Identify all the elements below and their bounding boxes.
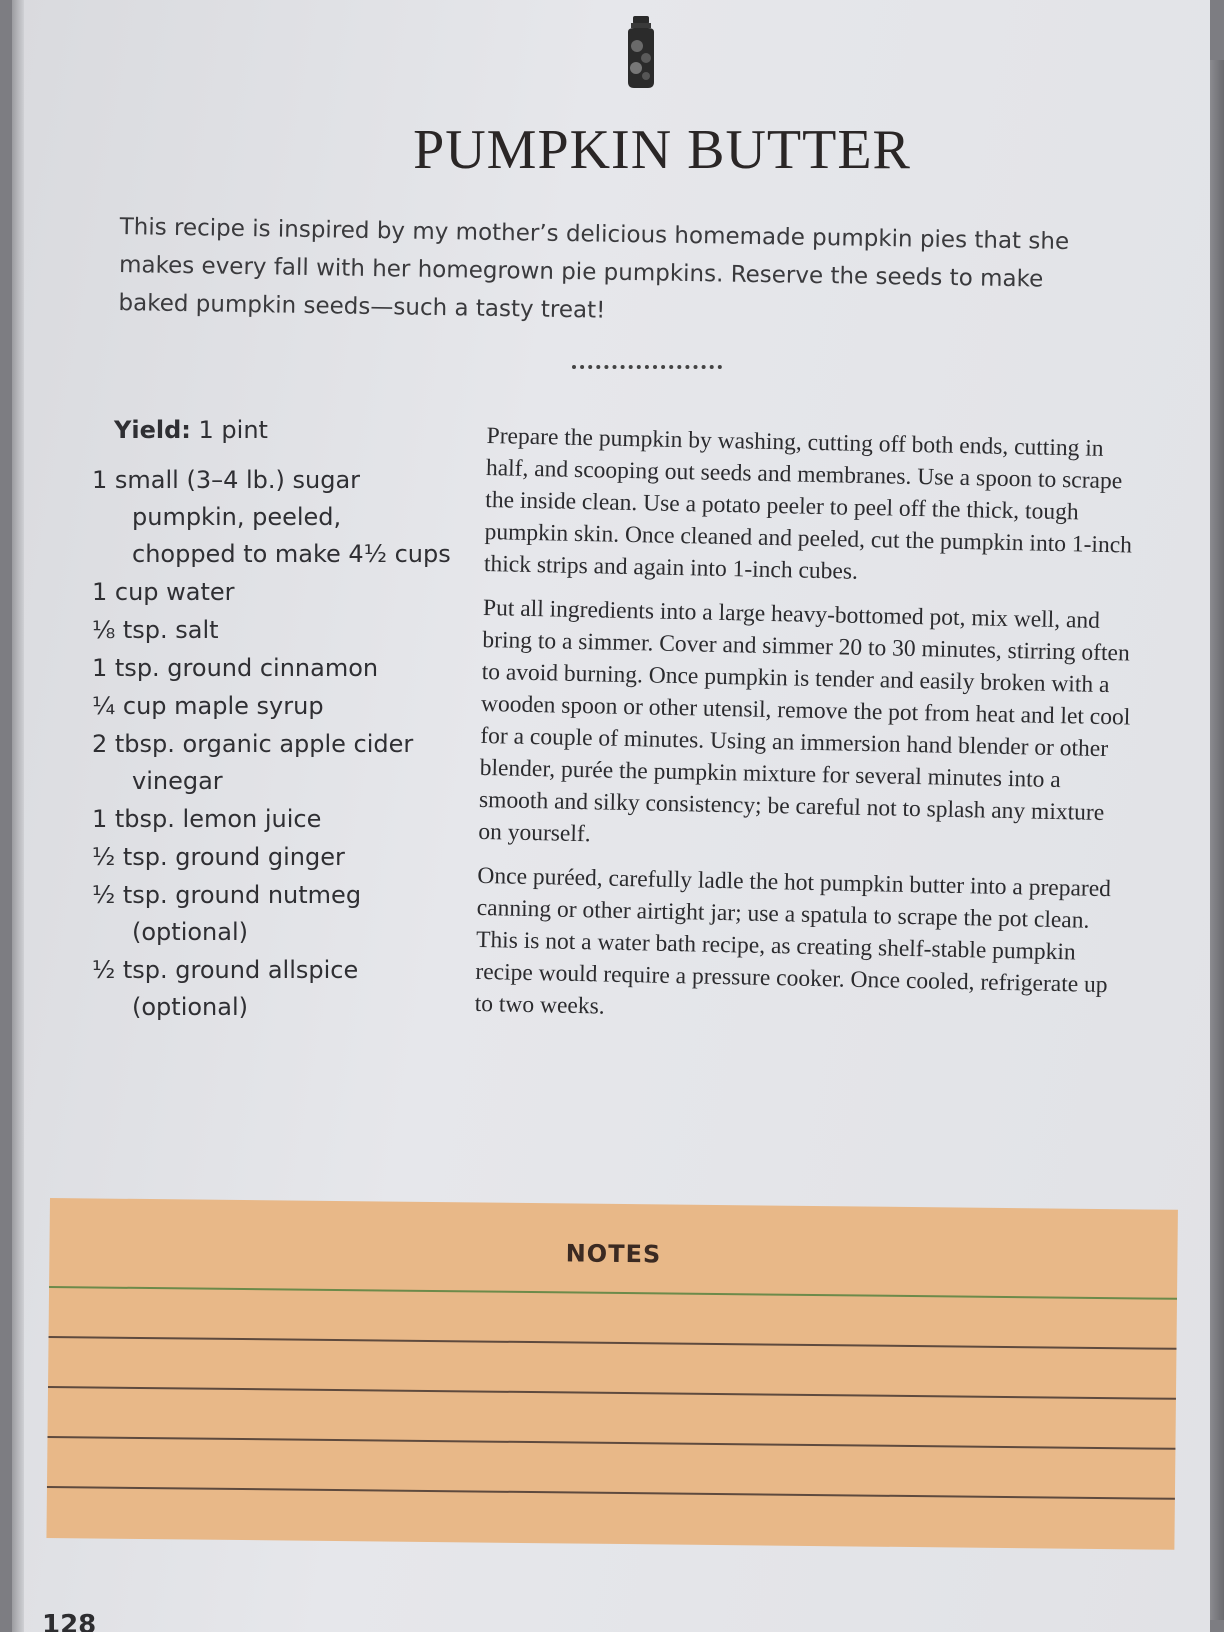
- ingredient-item: ½ tsp. ground allspice (optional): [92, 956, 359, 1021]
- notes-box: [46, 1198, 1177, 1550]
- ingredient-item: 1 tsp. ground cinnamon: [92, 654, 379, 682]
- ingredient-list: [92, 462, 452, 1026]
- ingredient-item: 2 tbsp. organic apple cider vinegar: [92, 730, 414, 795]
- direction-paragraph: Once puréed, carefully ladle the hot pumpkin butter into a prepared canning or other airtight jar; use a spatula to scrape the pot clean. This is not a water bath recipe, as creating shelf-stable pumpkin recipe would require a pressure cooker. Once cooled, refrigerate up to two weeks.: [474, 862, 1112, 1020]
- direction-paragraph: Put all ingredients into a large heavy-bottomed pot, mix well, and bring to a simmer. Cover and simmer 20 to 30 minutes, stirring often to avoid burning. Once pumpkin is tender and easily broken with a wooden spoon or other utensil, remove the pot from heat and let cool for a couple of minutes. Using an immersion hand blender or other blender, purée the pumpkin mixture for several minutes into a smooth and silky consistency; be careful not to splash any mixture on yourself.: [478, 594, 1131, 848]
- yield: [114, 416, 452, 444]
- jar-icon: [622, 14, 660, 90]
- ingredient-item: 1 tbsp. lemon juice: [92, 805, 322, 833]
- ingredients-column: [92, 416, 452, 1027]
- notes-line: [48, 1386, 1176, 1400]
- ingredient-item: ½ tsp. ground nutmeg (optional): [92, 881, 362, 946]
- page-edge: [12, 0, 24, 1632]
- ingredient-item: ¼ cup maple syrup: [92, 692, 324, 720]
- notes-line: [47, 1486, 1175, 1500]
- ingredient-item: 1 cup water: [92, 578, 235, 606]
- ingredient-item: ½ tsp. ground ginger: [92, 843, 345, 871]
- book-page: [12, 0, 1210, 1632]
- notes-line: [49, 1336, 1177, 1350]
- recipe-title: PUMPKIN BUTTER: [413, 119, 911, 181]
- yield-value: 1 pint: [198, 416, 268, 444]
- notes-line: [47, 1436, 1175, 1450]
- direction-paragraph: Prepare the pumpkin by washing, cutting off both ends, cutting in half, and scooping out seeds and membranes. Use a spoon to scrape the inside clean. Use a potato peeler to peel off the thick, tough pumpkin skin. Once cleaned and peeled, cut the pumpkin into 1-inch thick strips and again into 1-inch cubes.: [483, 422, 1133, 585]
- ingredient-item: ⅛ tsp. salt: [92, 616, 219, 644]
- notes-line: [49, 1286, 1177, 1300]
- ingredient-item: 1 small (3–4 lb.) sugar pumpkin, peeled, chopped to make 4½ cups: [92, 466, 451, 568]
- book-cover-edge: [1210, 60, 1224, 1620]
- yield-label: Yield:: [114, 416, 191, 444]
- recipe-intro: This recipe is inspired by my mother’s delicious homemade pumpkin pies that she makes every fall with her homegrown pie pumpkins. Reserve the seeds to make baked pumpkin seeds—such a tasty treat!: [118, 213, 1070, 324]
- section-divider: [572, 365, 722, 369]
- directions-column: [474, 420, 1137, 1045]
- notes-title: NOTES: [565, 1239, 662, 1269]
- page-number: 128: [42, 1610, 97, 1632]
